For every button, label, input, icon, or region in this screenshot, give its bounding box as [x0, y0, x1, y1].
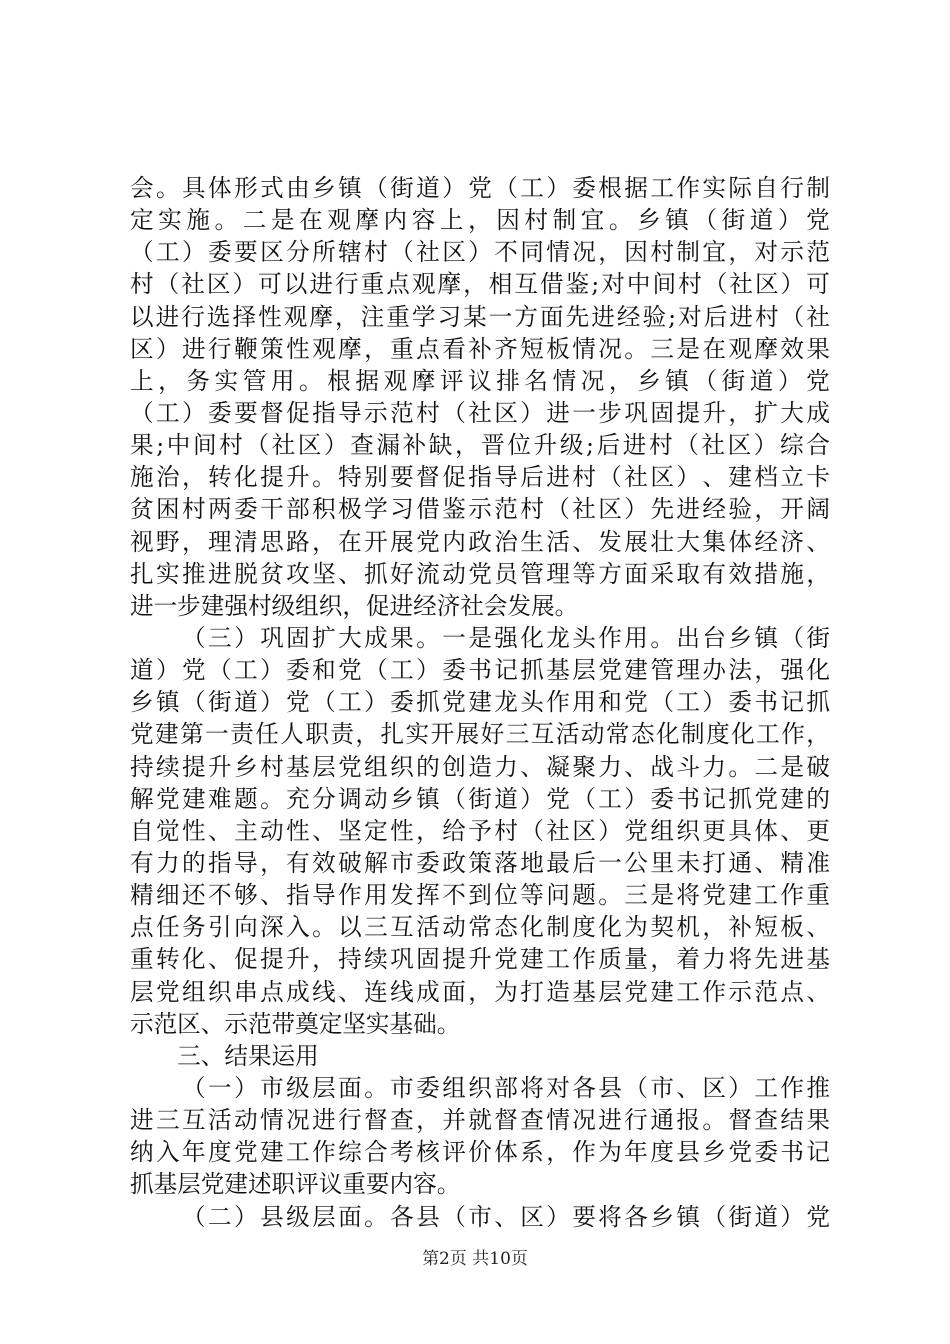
text-line: 会 。 具 体 形 式 由 乡 镇 （ 街 道 ） 党 （ 工 ） 委 根 据 工 作 实 际 自 行 制: [130, 174, 830, 202]
text-line: 纳 入 年 度 党 建 工 作 综 合 考 核 评 价 体 系 ， 作 为 年 度 县 乡 党 委 书 记: [130, 1138, 830, 1167]
text-line: 自 觉 性 、 主 动 性 、 坚 定 性 ， 给 予 村 （ 社 区 ） 党 组 织 更 具 体 、 更: [130, 816, 830, 845]
text-line: 施 治 ， 转 化 提 升 。 特 别 要 督 促 指 导 后 进 村 （ 社 区 ） 、 建 档 立 卡: [130, 463, 830, 492]
text-line: 三、结果运用: [130, 1041, 319, 1070]
text-line: （ 一 ） 市 级 层 面 。 市 委 组 织 部 将 对 各 县 （ 市 、 区 ） 工 作 推: [182, 1073, 830, 1102]
text-line: 重 转 化 、 促 提 升 ， 持 续 巩 固 提 升 党 建 工 作 质 量 ， 着 力 将 先 进 基: [130, 945, 830, 974]
text-line: 党 建 第 一 责 任 人 职 责 ， 扎 实 开 展 好 三 互 活 动 常 态 化 制 度 化 工 作 ，: [130, 720, 830, 749]
text-line: 上 ， 务 实 管 用 。 根 据 观 摩 评 议 排 名 情 况 ， 乡 镇 （ 街 道 ） 党: [130, 366, 830, 395]
text-line: 村 （ 社 区 ） 可 以 进 行 重 点 观 摩 ， 相 互 借 鉴 ; 对 中 间 村 （ 社 区 ） 可: [130, 270, 830, 299]
text-line: 抓基层党建述职评议重要内容。: [130, 1170, 461, 1199]
text-line: 视 野 ， 理 清 思 路 ， 在 开 展 党 内 政 治 生 活 、 发 展 壮 大 集 体 经 济 、: [130, 527, 830, 556]
document-body: [130, 172, 830, 1233]
text-line: （ 二 ） 县 级 层 面 。 各 县 （ 市 、 区 ） 要 将 各 乡 镇 （ 街 道 ） 党: [182, 1202, 830, 1231]
text-line: （ 工 ） 委 要 区 分 所 辖 村 （ 社 区 ） 不 同 情 况 ， 因 村 制 宜 ， 对 示 范: [130, 238, 830, 267]
text-line: 扎 实 推 进 脱 贫 攻 坚 、 抓 好 流 动 党 员 管 理 等 方 面 采 取 有 效 措 施 ，: [130, 559, 830, 588]
page-footer: 第2页 共10页: [422, 1249, 528, 1269]
text-line: 定 实 施 。 二 是 在 观 摩 内 容 上 ， 因 村 制 宜 。 乡 镇 （ 街 道 ） 党: [130, 206, 830, 235]
text-line: 持 续 提 升 乡 村 基 层 党 组 织 的 创 造 力 、 凝 聚 力 、 战 斗 力 。 二 是 破: [130, 752, 830, 781]
text-line: 精 细 还 不 够 、 指 导 作 用 发 挥 不 到 位 等 问 题 。 三 是 将 党 建 工 作 重: [130, 881, 830, 910]
text-line: 果 ; 中 间 村 （ 社 区 ） 查 漏 补 缺 ， 晋 位 升 级 ; 后 进 村 （ 社 区 ） 综 合: [130, 431, 830, 460]
text-line: 示范区、示范带奠定坚实基础。: [130, 1009, 461, 1038]
text-line: 以 进 行 选 择 性 观 摩 ， 注 重 学 习 某 一 方 面 先 进 经 验 ; 对 后 进 村 （ 社: [130, 302, 830, 331]
text-line: 点 任 务 引 向 深 入 。 以 三 互 活 动 常 态 化 制 度 化 为 契 机 ， 补 短 板 、: [130, 913, 830, 942]
text-line: 区 ） 进 行 鞭 策 性 观 摩 ， 重 点 看 补 齐 短 板 情 况 。 三 是 在 观 摩 效 果: [130, 334, 830, 363]
text-line: 进 三 互 活 动 情 况 进 行 督 查 ， 并 就 督 查 情 况 进 行 通 报 。 督 查 结 果: [130, 1106, 830, 1135]
text-line: 解 党 建 难 题 。 充 分 调 动 乡 镇 （ 街 道 ） 党 （ 工 ） 委 书 记 抓 党 建 的: [130, 784, 830, 813]
text-line: （ 工 ） 委 要 督 促 指 导 示 范 村 （ 社 区 ） 进 一 步 巩 固 提 升 ， 扩 大 成: [130, 398, 830, 427]
text-line: 进一步建强村级组织，促进经济社会发展。: [130, 591, 579, 620]
text-line: （ 三 ） 巩 固 扩 大 成 果 。 一 是 强 化 龙 头 作 用 。 出 台 乡 镇 （ 街: [182, 623, 830, 652]
text-line: 贫 困 村 两 委 干 部 积 极 学 习 借 鉴 示 范 村 （ 社 区 ） 先 进 经 验 ， 开 阔: [130, 495, 830, 524]
text-line: 有 力 的 指 导 ， 有 效 破 解 市 委 政 策 落 地 最 后 一 公 里 未 打 通 、 精 准: [130, 848, 830, 877]
text-line: 道 ） 党 （ 工 ） 委 和 党 （ 工 ） 委 书 记 抓 基 层 党 建 管 理 办 法 ， 强 化: [130, 656, 830, 685]
text-line: 乡 镇 （ 街 道 ） 党 （ 工 ） 委 抓 党 建 龙 头 作 用 和 党 （ 工 ） 委 书 记 抓: [130, 688, 830, 717]
text-line: 层 党 组 织 串 点 成 线 、 连 线 成 面 ， 为 打 造 基 层 党 建 工 作 示 范 点 、: [130, 977, 830, 1006]
